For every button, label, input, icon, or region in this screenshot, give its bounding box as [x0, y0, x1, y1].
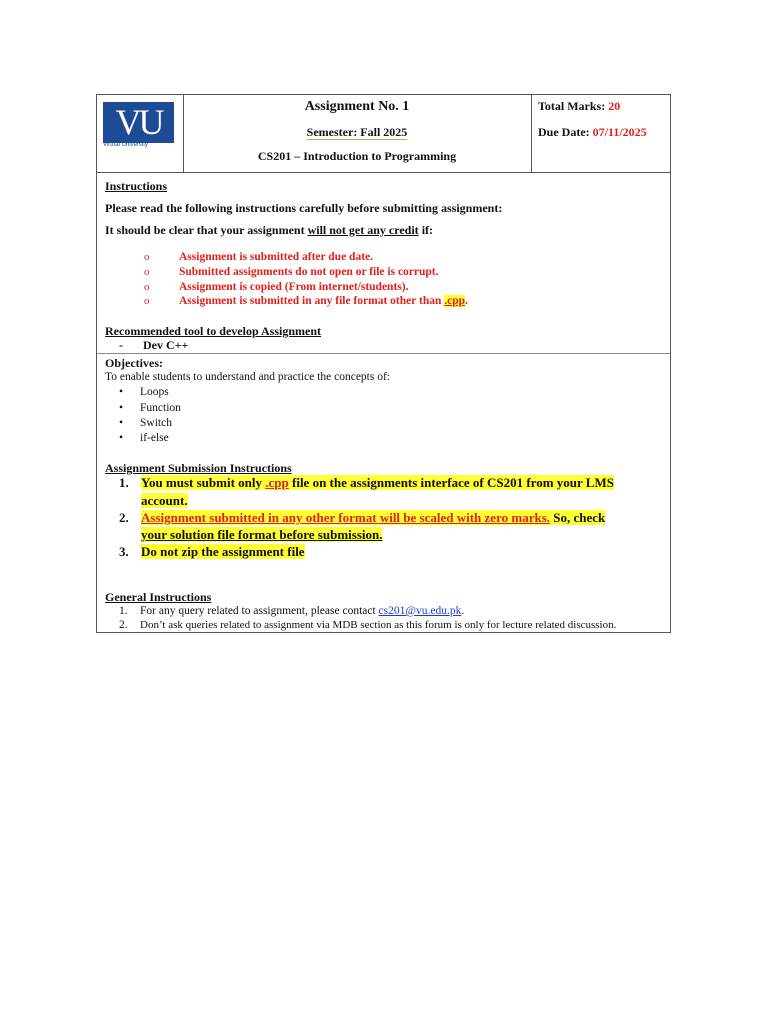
objective-bullet: • — [119, 417, 124, 429]
submission-item-text: You must submit only — [141, 475, 266, 490]
submission-item-text: your solution file format before submission. — [141, 527, 383, 542]
objective-item: Loops — [140, 386, 169, 398]
objective-item: Function — [140, 402, 181, 414]
due-date-label: Due Date: — [538, 125, 593, 139]
bullet-marker: o — [144, 266, 150, 278]
bullet-marker: o — [144, 295, 150, 307]
submission-item-number: 3. — [119, 544, 129, 559]
tool-dash: - — [119, 338, 123, 352]
credit-warning — [105, 223, 433, 238]
header-table — [97, 95, 670, 173]
general-item — [140, 605, 464, 617]
section-divider — [97, 353, 670, 354]
instruction-item-end: . — [465, 295, 468, 307]
general-item-end: . — [461, 605, 465, 617]
objective-bullet: • — [119, 432, 124, 444]
credit-underlined: will not get any credit — [307, 223, 419, 237]
submission-item-number: 2. — [119, 510, 129, 525]
submission-item-number: 1. — [119, 475, 129, 490]
semester — [183, 125, 531, 140]
total-marks-value: 20 — [608, 99, 621, 113]
general-item-number: 2. — [119, 619, 128, 631]
instruction-item: Assignment is copied (From internet/students). — [179, 281, 409, 293]
logo-caption: Virtual University — [103, 142, 148, 148]
cpp-extension: .cpp — [444, 295, 466, 307]
submission-item — [141, 510, 605, 526]
general-item-text: For any query related to assignment, please contact — [140, 605, 379, 617]
course-title: CS201 – Introduction to Programming — [257, 149, 457, 163]
due-date-value: 07/11/2025 — [592, 125, 647, 139]
total-marks-label: Total Marks: — [538, 99, 609, 113]
credit-suffix: if: — [418, 223, 434, 237]
instruction-item: Assignment is submitted after due date. — [179, 251, 374, 263]
submission-item-text: So, check — [550, 510, 606, 525]
tool-item: Dev C++ — [143, 338, 189, 352]
objective-bullet: • — [119, 402, 124, 414]
due-date — [538, 125, 647, 140]
cpp-extension: .cpp — [265, 475, 289, 490]
instruction-item: Submitted assignments do not open or file is corrupt. — [179, 266, 439, 278]
logo-cell — [97, 95, 184, 172]
submission-item-continued — [141, 527, 382, 543]
instruction-item-text: Assignment is submitted in any file format other than — [179, 295, 445, 307]
semester-text: Semester: Fall 2025 — [306, 125, 408, 139]
tool-heading: Recommended tool to develop Assignment — [105, 324, 321, 338]
total-marks — [538, 99, 620, 114]
submission-item — [141, 475, 614, 491]
assignment-document — [96, 94, 671, 633]
submission-item-text: Do not zip the assignment file — [141, 544, 305, 559]
objectives-intro: To enable students to understand and practice the concepts of: — [105, 371, 391, 383]
objective-bullet: • — [119, 386, 124, 398]
meta-cell — [532, 95, 670, 172]
assignment-title: Assignment No. 1 — [304, 99, 410, 114]
vu-logo — [103, 102, 174, 143]
submission-item — [141, 544, 305, 560]
instructions-heading: Instructions — [105, 179, 168, 193]
objectives-heading: Objectives: — [105, 356, 163, 370]
general-item-number: 1. — [119, 605, 128, 617]
logo-text: VU — [115, 102, 162, 142]
bullet-marker: o — [144, 281, 150, 293]
submission-heading: Assignment Submission Instructions — [105, 461, 292, 475]
credit-prefix: It should be clear that your assignment — [105, 223, 308, 237]
submission-item-text: file on the assignments interface of CS201 from your LMS — [288, 475, 614, 490]
submission-item-continued — [141, 493, 188, 509]
contact-email-link[interactable]: cs201@vu.edu.pk — [378, 605, 462, 617]
submission-item-text: account. — [141, 493, 188, 508]
title-cell — [183, 95, 532, 172]
submission-warning-text: Assignment submitted in any other format will be scaled with zero marks. — [141, 510, 551, 525]
bullet-marker: o — [144, 251, 150, 263]
general-heading: General Instructions — [105, 590, 212, 604]
objective-item: if-else — [140, 432, 169, 444]
instructions-intro: Please read the following instructions carefully before submitting assignment: — [105, 201, 503, 215]
general-item: Don’t ask queries related to assignment via MDB section as this forum is only for lecture related discussion. — [140, 619, 617, 631]
objective-item: Switch — [140, 417, 172, 429]
instruction-item — [179, 295, 468, 307]
